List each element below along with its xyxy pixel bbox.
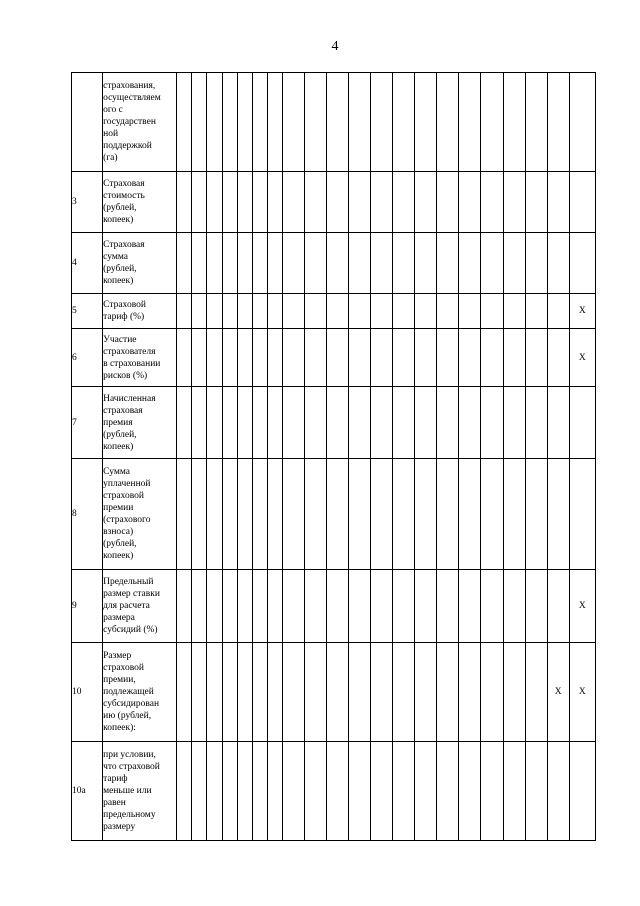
empty-cell <box>415 329 437 387</box>
empty-cell <box>503 643 525 742</box>
empty-cell <box>177 294 192 329</box>
empty-cell <box>222 742 237 841</box>
empty-cell <box>252 329 267 387</box>
empty-cell <box>326 742 348 841</box>
empty-cell <box>282 294 304 329</box>
row-label: Начисленная страховая премия (рублей, копеек) <box>103 387 177 459</box>
empty-cell <box>207 233 222 294</box>
empty-cell <box>481 387 503 459</box>
empty-cell <box>437 172 459 233</box>
mark-cell <box>547 329 569 387</box>
empty-cell <box>437 742 459 841</box>
empty-cell <box>252 570 267 643</box>
mark-cell: X <box>547 643 569 742</box>
empty-cell <box>177 643 192 742</box>
empty-cell <box>415 172 437 233</box>
empty-cell <box>267 329 282 387</box>
empty-cell <box>252 73 267 172</box>
empty-cell <box>177 570 192 643</box>
empty-cell <box>326 329 348 387</box>
mark-cell <box>547 73 569 172</box>
empty-cell <box>237 643 252 742</box>
empty-cell <box>503 387 525 459</box>
empty-cell <box>267 459 282 570</box>
row-number: 10 <box>72 643 103 742</box>
empty-cell <box>267 172 282 233</box>
empty-cell <box>237 73 252 172</box>
empty-cell <box>348 643 370 742</box>
empty-cell <box>415 643 437 742</box>
table-row <box>72 643 596 742</box>
empty-cell <box>459 172 481 233</box>
empty-cell <box>437 329 459 387</box>
empty-cell <box>177 233 192 294</box>
empty-cell <box>459 329 481 387</box>
empty-cell <box>207 329 222 387</box>
empty-cell <box>326 570 348 643</box>
empty-cell <box>282 73 304 172</box>
empty-cell <box>304 172 326 233</box>
empty-cell <box>252 742 267 841</box>
empty-cell <box>192 233 207 294</box>
empty-cell <box>177 742 192 841</box>
mark-cell <box>547 233 569 294</box>
page-number: 4 <box>331 39 339 54</box>
empty-cell <box>371 459 393 570</box>
empty-cell <box>304 294 326 329</box>
empty-cell <box>282 387 304 459</box>
empty-cell <box>192 329 207 387</box>
empty-cell <box>326 233 348 294</box>
empty-cell <box>267 643 282 742</box>
empty-cell <box>326 459 348 570</box>
empty-cell <box>326 73 348 172</box>
mark-cell <box>547 742 569 841</box>
empty-cell <box>177 387 192 459</box>
empty-cell <box>525 387 547 459</box>
empty-cell <box>459 570 481 643</box>
empty-cell <box>267 742 282 841</box>
empty-cell <box>304 387 326 459</box>
empty-cell <box>222 459 237 570</box>
empty-cell <box>282 329 304 387</box>
empty-cell <box>282 570 304 643</box>
empty-cell <box>415 294 437 329</box>
empty-cell <box>415 387 437 459</box>
empty-cell <box>503 73 525 172</box>
mark-cell <box>569 172 595 233</box>
empty-cell <box>393 459 415 570</box>
table-row <box>72 73 596 172</box>
empty-cell <box>481 233 503 294</box>
empty-cell <box>371 73 393 172</box>
empty-cell <box>348 387 370 459</box>
empty-cell <box>503 172 525 233</box>
empty-cell <box>459 73 481 172</box>
empty-cell <box>393 294 415 329</box>
empty-cell <box>282 233 304 294</box>
row-label: Предельный размер ставки для расчета размера субсидий (%) <box>103 570 177 643</box>
empty-cell <box>237 329 252 387</box>
empty-cell <box>207 387 222 459</box>
empty-cell <box>267 294 282 329</box>
empty-cell <box>267 570 282 643</box>
empty-cell <box>393 233 415 294</box>
empty-cell <box>326 172 348 233</box>
empty-cell <box>393 387 415 459</box>
empty-cell <box>371 233 393 294</box>
empty-cell <box>481 172 503 233</box>
empty-cell <box>222 387 237 459</box>
empty-cell <box>192 294 207 329</box>
empty-cell <box>525 742 547 841</box>
empty-cell <box>304 73 326 172</box>
empty-cell <box>237 459 252 570</box>
mark-cell <box>547 172 569 233</box>
empty-cell <box>525 329 547 387</box>
empty-cell <box>237 742 252 841</box>
empty-cell <box>222 643 237 742</box>
empty-cell <box>459 643 481 742</box>
empty-cell <box>237 570 252 643</box>
empty-cell <box>222 233 237 294</box>
empty-cell <box>371 570 393 643</box>
table-row <box>72 329 596 387</box>
empty-cell <box>415 459 437 570</box>
table-row <box>72 233 596 294</box>
empty-cell <box>207 643 222 742</box>
empty-cell <box>252 172 267 233</box>
empty-cell <box>304 233 326 294</box>
empty-cell <box>371 742 393 841</box>
empty-cell <box>525 570 547 643</box>
empty-cell <box>267 73 282 172</box>
empty-cell <box>415 233 437 294</box>
empty-cell <box>371 172 393 233</box>
empty-cell <box>415 73 437 172</box>
empty-cell <box>252 643 267 742</box>
empty-cell <box>525 233 547 294</box>
empty-cell <box>348 294 370 329</box>
empty-cell <box>237 387 252 459</box>
empty-cell <box>437 387 459 459</box>
empty-cell <box>459 294 481 329</box>
empty-cell <box>252 233 267 294</box>
empty-cell <box>371 329 393 387</box>
mark-cell <box>569 742 595 841</box>
mark-cell: X <box>569 570 595 643</box>
mark-cell <box>547 294 569 329</box>
empty-cell <box>192 742 207 841</box>
empty-cell <box>237 172 252 233</box>
empty-cell <box>252 294 267 329</box>
row-label: Страховая сумма (рублей, копеек) <box>103 233 177 294</box>
row-number: 7 <box>72 387 103 459</box>
empty-cell <box>326 643 348 742</box>
empty-cell <box>207 294 222 329</box>
empty-cell <box>192 387 207 459</box>
empty-cell <box>192 570 207 643</box>
empty-cell <box>304 643 326 742</box>
empty-cell <box>192 459 207 570</box>
empty-cell <box>503 233 525 294</box>
empty-cell <box>481 73 503 172</box>
empty-cell <box>348 233 370 294</box>
mark-cell: X <box>569 294 595 329</box>
empty-cell <box>222 73 237 172</box>
mark-cell <box>569 73 595 172</box>
row-label: Размер страховой премии, подлежащей субсидирован ию (рублей, копеек): <box>103 643 177 742</box>
empty-cell <box>415 742 437 841</box>
empty-cell <box>222 329 237 387</box>
empty-cell <box>348 459 370 570</box>
row-label: при условии, что страховой тариф меньше или равен предельному размеру <box>103 742 177 841</box>
table-row <box>72 570 596 643</box>
empty-cell <box>222 172 237 233</box>
row-number: 8 <box>72 459 103 570</box>
empty-cell <box>459 459 481 570</box>
row-number: 4 <box>72 233 103 294</box>
empty-cell <box>393 73 415 172</box>
mark-cell: X <box>569 643 595 742</box>
empty-cell <box>371 294 393 329</box>
row-label: страхования, осуществляем ого с государствен ной поддержкой (га) <box>103 73 177 172</box>
mark-cell <box>547 459 569 570</box>
mark-cell <box>547 570 569 643</box>
empty-cell <box>481 294 503 329</box>
empty-cell <box>503 742 525 841</box>
empty-cell <box>393 172 415 233</box>
empty-cell <box>252 387 267 459</box>
mark-cell <box>547 387 569 459</box>
empty-cell <box>481 570 503 643</box>
empty-cell <box>192 73 207 172</box>
empty-cell <box>304 459 326 570</box>
empty-cell <box>207 570 222 643</box>
empty-cell <box>525 172 547 233</box>
empty-cell <box>393 643 415 742</box>
table-row <box>72 172 596 233</box>
empty-cell <box>459 387 481 459</box>
empty-cell <box>525 643 547 742</box>
empty-cell <box>525 459 547 570</box>
mark-cell <box>569 459 595 570</box>
empty-cell <box>177 329 192 387</box>
empty-cell <box>437 643 459 742</box>
empty-cell <box>437 73 459 172</box>
table-row <box>72 387 596 459</box>
empty-cell <box>177 459 192 570</box>
table-row <box>72 294 596 329</box>
empty-cell <box>282 172 304 233</box>
table-row <box>72 459 596 570</box>
empty-cell <box>237 233 252 294</box>
empty-cell <box>437 459 459 570</box>
mark-cell <box>569 387 595 459</box>
empty-cell <box>267 233 282 294</box>
empty-cell <box>525 73 547 172</box>
row-label: Сумма уплаченной страховой премии (страхового взноса) (рублей, копеек) <box>103 459 177 570</box>
empty-cell <box>348 570 370 643</box>
empty-cell <box>237 294 252 329</box>
row-label: Страховой тариф (%) <box>103 294 177 329</box>
empty-cell <box>326 294 348 329</box>
empty-cell <box>267 387 282 459</box>
mark-cell: X <box>569 329 595 387</box>
empty-cell <box>192 643 207 742</box>
empty-cell <box>393 329 415 387</box>
empty-cell <box>282 742 304 841</box>
empty-cell <box>222 294 237 329</box>
empty-cell <box>371 387 393 459</box>
empty-cell <box>282 643 304 742</box>
empty-cell <box>481 459 503 570</box>
empty-cell <box>207 742 222 841</box>
empty-cell <box>437 233 459 294</box>
empty-cell <box>437 570 459 643</box>
empty-cell <box>177 172 192 233</box>
row-number: 9 <box>72 570 103 643</box>
empty-cell <box>192 172 207 233</box>
empty-cell <box>503 459 525 570</box>
row-label: Страховая стоимость (рублей, копеек) <box>103 172 177 233</box>
row-number: 10а <box>72 742 103 841</box>
row-number: 3 <box>72 172 103 233</box>
empty-cell <box>481 742 503 841</box>
empty-cell <box>503 329 525 387</box>
empty-cell <box>437 294 459 329</box>
empty-cell <box>348 329 370 387</box>
mark-cell <box>569 233 595 294</box>
empty-cell <box>304 329 326 387</box>
subsidy-calculation-table <box>71 72 596 841</box>
empty-cell <box>304 570 326 643</box>
empty-cell <box>503 294 525 329</box>
empty-cell <box>252 459 267 570</box>
row-label: Участие страхователя в страховании рисков (%) <box>103 329 177 387</box>
row-number <box>72 73 103 172</box>
empty-cell <box>459 742 481 841</box>
empty-cell <box>304 742 326 841</box>
empty-cell <box>525 294 547 329</box>
empty-cell <box>207 73 222 172</box>
empty-cell <box>222 570 237 643</box>
empty-cell <box>481 643 503 742</box>
empty-cell <box>326 387 348 459</box>
empty-cell <box>348 73 370 172</box>
empty-cell <box>207 459 222 570</box>
empty-cell <box>207 172 222 233</box>
empty-cell <box>481 329 503 387</box>
empty-cell <box>282 459 304 570</box>
table-row <box>72 742 596 841</box>
row-number: 5 <box>72 294 103 329</box>
empty-cell <box>459 233 481 294</box>
row-number: 6 <box>72 329 103 387</box>
empty-cell <box>393 570 415 643</box>
empty-cell <box>177 73 192 172</box>
empty-cell <box>393 742 415 841</box>
empty-cell <box>348 742 370 841</box>
empty-cell <box>415 570 437 643</box>
empty-cell <box>348 172 370 233</box>
empty-cell <box>503 570 525 643</box>
empty-cell <box>371 643 393 742</box>
